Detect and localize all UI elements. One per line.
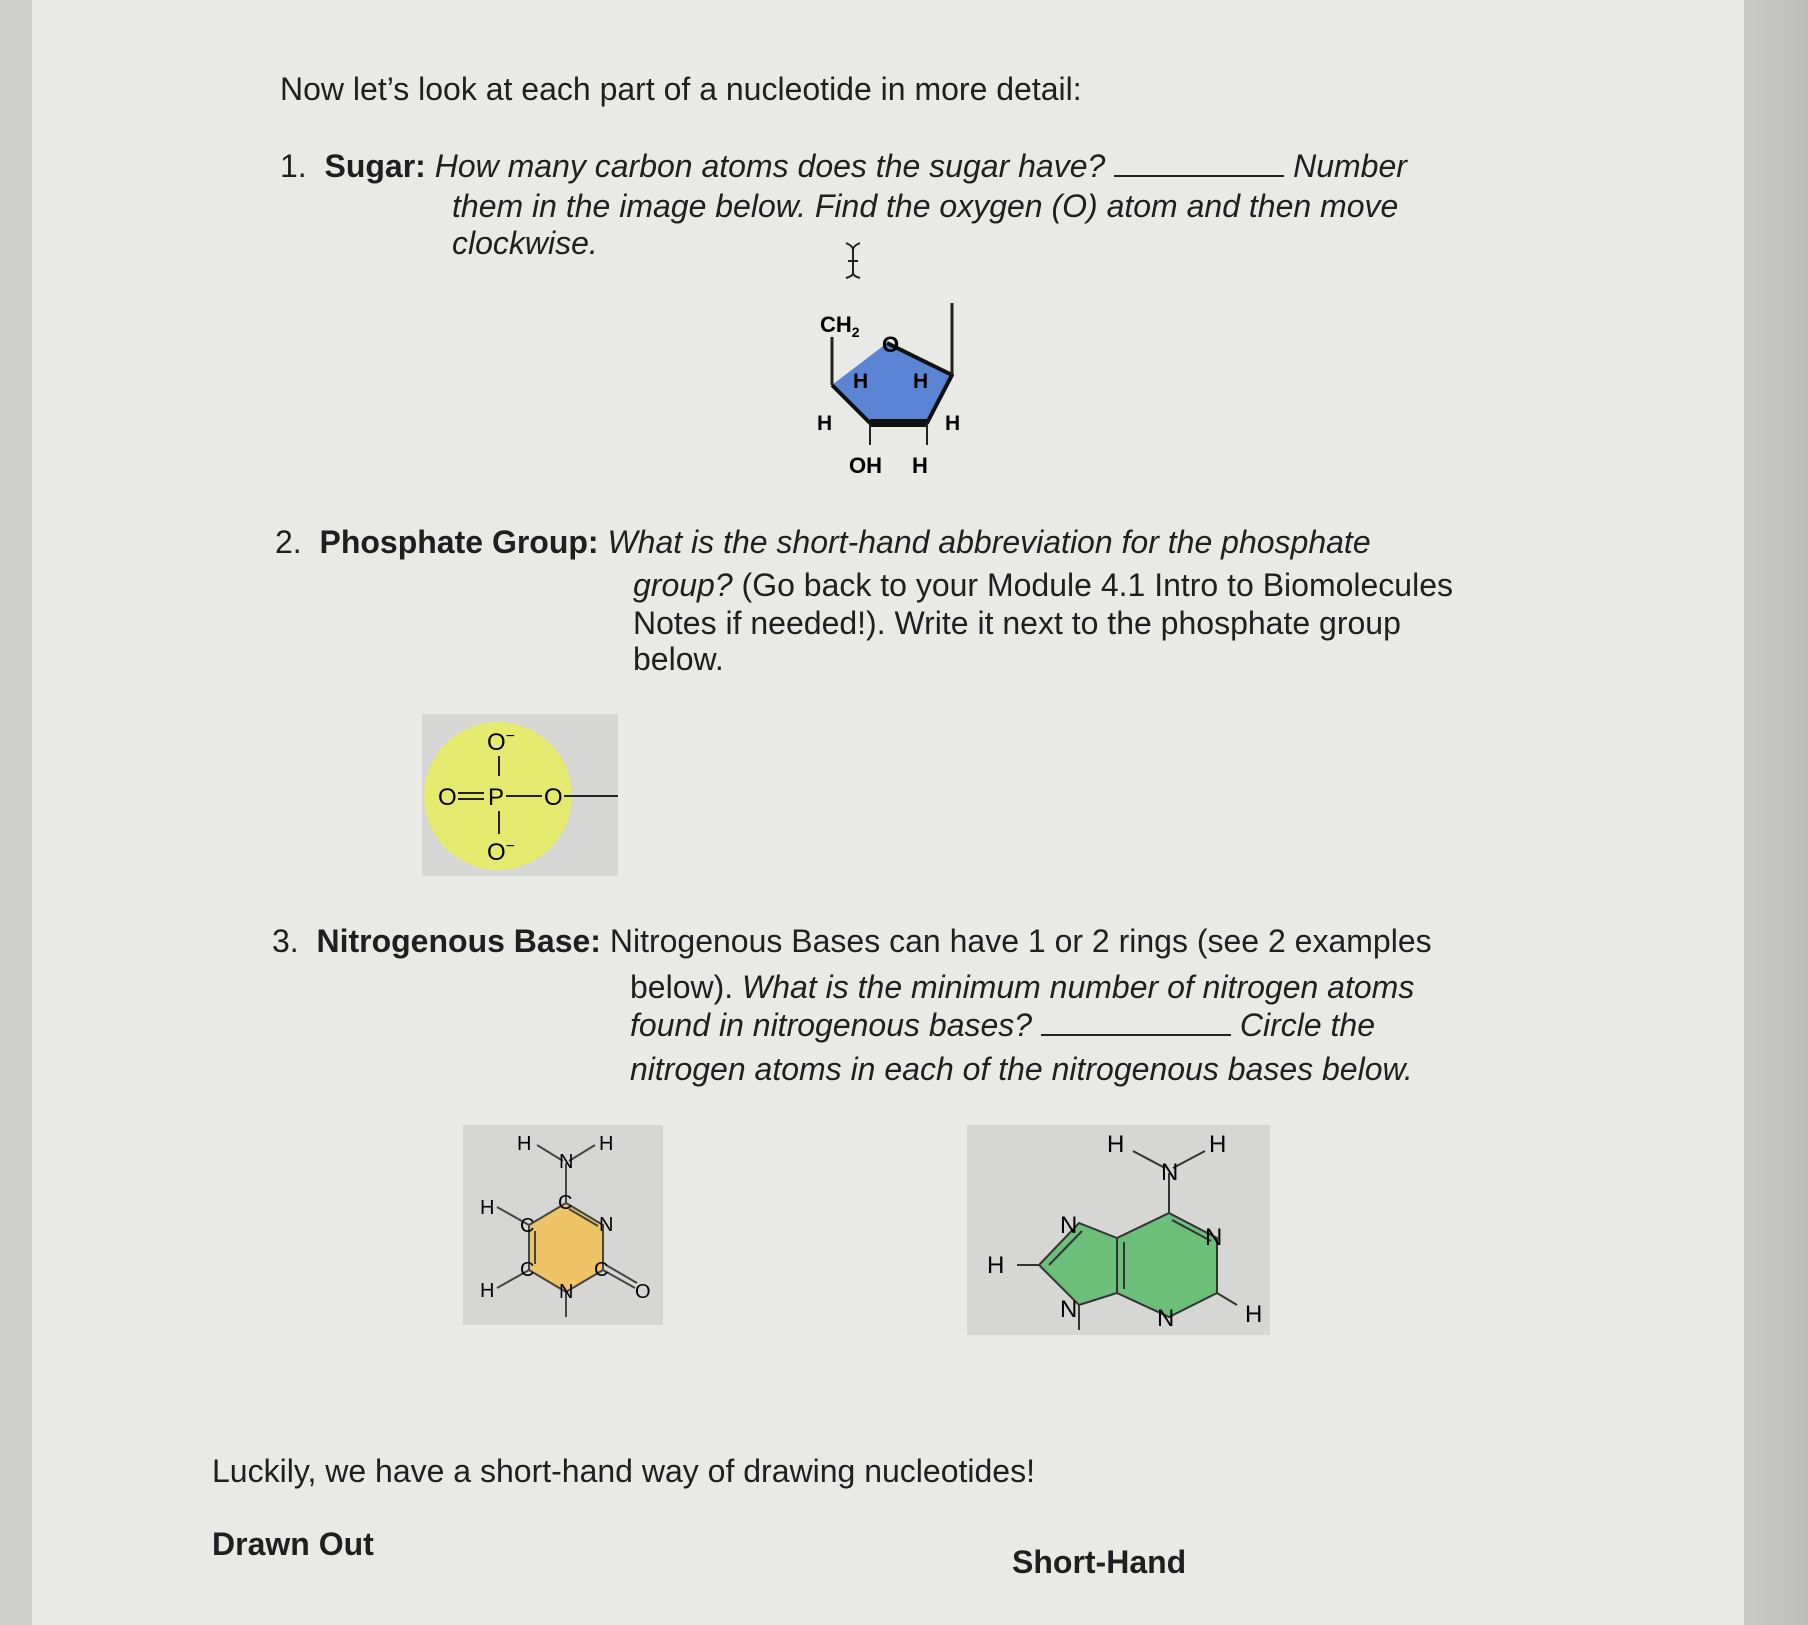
question-1-line-3 xyxy=(452,224,598,262)
base1-o: O xyxy=(635,1281,651,1303)
base1-h2: H xyxy=(599,1133,614,1155)
phosphate-o-left: O xyxy=(438,784,457,811)
question-2-line-2-rest: (Go back to your Module 4.1 Intro to Biomolecules xyxy=(732,567,1453,603)
base2-n3: N xyxy=(1060,1296,1078,1323)
answer-blank-1[interactable] xyxy=(1114,175,1284,177)
ch2-label: $CH_2$ xyxy=(820,312,860,340)
question-3-line-3-text: found in nitrogenous bases? xyxy=(630,1007,1033,1043)
phosphate-figure xyxy=(422,714,618,876)
question-3-label: Nitrogenous Base: xyxy=(316,923,601,959)
question-2-line-2 xyxy=(633,566,1453,604)
ring-h-right-label: H xyxy=(913,370,929,393)
base1-c-lower: C xyxy=(520,1259,535,1281)
outro-text: Luckily, we have a short-hand way of drawing nucleotides! xyxy=(212,1453,1035,1489)
phosphate-o-bottom: O− xyxy=(487,838,516,866)
base2-h1: H xyxy=(1107,1131,1125,1158)
question-1-after-blank: Number xyxy=(1293,148,1407,184)
question-3-line-2 xyxy=(630,968,1414,1006)
ring-h-left-label: H xyxy=(853,370,869,393)
base2-h-left: H xyxy=(987,1252,1005,1279)
purine-base-figure xyxy=(967,1125,1270,1335)
phosphate-p: P xyxy=(488,784,505,811)
question-3-line-4-text: nitrogen atoms in each of the nitrogenous bases below. xyxy=(630,1051,1413,1087)
answer-blank-3[interactable] xyxy=(1041,1034,1231,1036)
page-edge xyxy=(1744,0,1808,1625)
short-hand-heading: Short-Hand xyxy=(1012,1544,1187,1580)
text-cursor-icon xyxy=(838,240,868,280)
sugar-figure xyxy=(805,295,985,485)
intro-text: Now let’s look at each part of a nucleotide in more detail: xyxy=(280,71,1082,107)
base1-h4: H xyxy=(480,1280,495,1302)
question-2-line-3: Notes if needed!). Write it next to the phosphate group xyxy=(633,605,1401,641)
phosphate-o-right: O xyxy=(544,784,563,811)
question-3-text: Nitrogenous Bases can have 1 or 2 rings (see 2 examples xyxy=(609,923,1432,959)
question-3-line-1 xyxy=(272,922,1432,960)
base2-n1: N xyxy=(1060,1212,1078,1239)
question-3-line-2-plain: below). xyxy=(630,969,734,1005)
base1-c-top: C xyxy=(558,1192,573,1214)
question-2-number: 2. xyxy=(275,524,302,560)
question-1-line-2-text: them in the image below. Find the oxygen (O) atom and then move xyxy=(452,188,1399,224)
question-1-label: Sugar: xyxy=(324,148,426,184)
question-2-line-1 xyxy=(275,523,1371,561)
worksheet-page xyxy=(32,0,1744,1625)
pyrimidine-base-figure xyxy=(463,1125,663,1325)
question-2-line-2-italic: group? xyxy=(633,567,733,603)
question-3-line-2-italic: What is the minimum number of nitrogen atoms xyxy=(733,969,1415,1005)
h-left-label: H xyxy=(817,412,833,435)
question-3-number: 3. xyxy=(272,923,299,959)
question-1-line-2 xyxy=(452,187,1398,225)
base1-n-right: N xyxy=(599,1214,614,1236)
base2-n-amino: N xyxy=(1161,1159,1179,1186)
question-2-line-4: below. xyxy=(633,641,724,677)
base1-h1: H xyxy=(517,1133,532,1155)
base1-n-amino: N xyxy=(559,1151,574,1173)
question-1-number: 1. xyxy=(280,148,307,184)
question-2-question: What is the short-hand abbreviation for the phosphate xyxy=(607,524,1371,560)
base1-n-bottom: N xyxy=(559,1281,574,1303)
question-3-line-3-after: Circle the xyxy=(1239,1007,1376,1043)
base2-h-right: H xyxy=(1245,1301,1263,1328)
question-3-line-3 xyxy=(630,1006,1375,1044)
oh-label: OH xyxy=(849,453,882,478)
base2-n4: N xyxy=(1157,1305,1175,1332)
phosphate-o-top: O− xyxy=(487,728,516,756)
question-1-line-1 xyxy=(280,147,1407,185)
h-right-label: H xyxy=(945,412,961,435)
question-1-line-3-text: clockwise. xyxy=(452,225,598,261)
question-2-label: Phosphate Group: xyxy=(319,524,599,560)
base1-h3: H xyxy=(480,1197,495,1219)
base1-c-left: C xyxy=(520,1215,535,1237)
base2-h2: H xyxy=(1209,1131,1227,1158)
base1-c-right: C xyxy=(594,1259,609,1281)
question-1-question: How many carbon atoms does the sugar have? xyxy=(434,148,1106,184)
question-3-line-4 xyxy=(630,1050,1413,1088)
ring-oxygen-label: O xyxy=(882,332,900,357)
drawn-out-heading: Drawn Out xyxy=(212,1526,374,1562)
h-bottom-label: H xyxy=(912,453,928,478)
base2-n2: N xyxy=(1205,1224,1223,1251)
